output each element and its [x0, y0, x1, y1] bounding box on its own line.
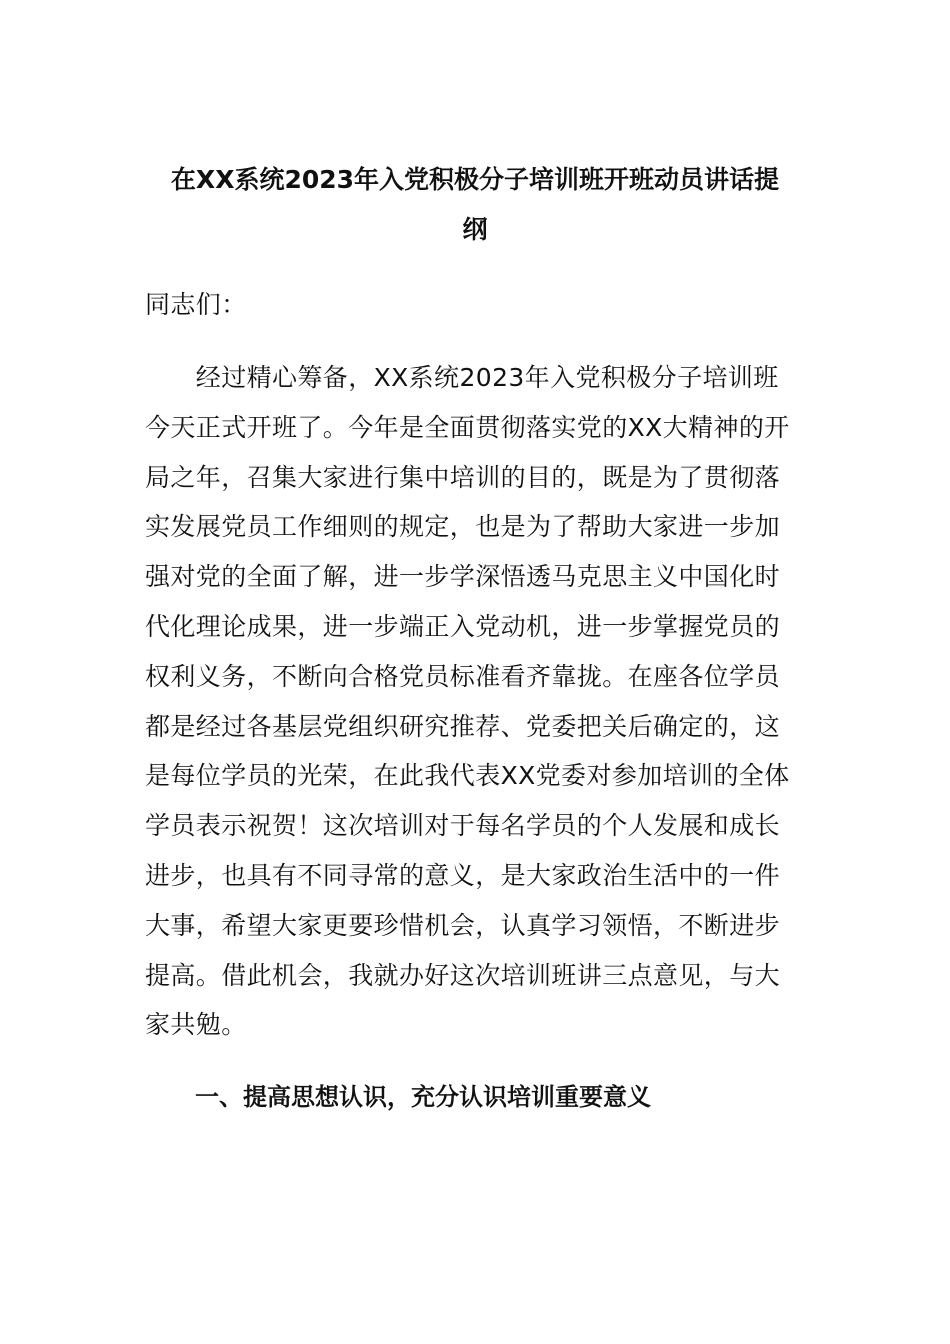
document-title-line-1: 在XX系统2023年入党积极分子培训班开班动员讲话提 [170, 165, 780, 194]
paragraph-line: 提高。借此机会，我就办好这次培训班讲三点意见，与大 [145, 960, 781, 990]
paragraph-line: 家共勉。 [145, 1010, 247, 1040]
paragraph-line: 是每位学员的光荣，在此我代表XX党委对参加培训的全体 [145, 761, 790, 791]
paragraph-line: 学员表示祝贺！这次培训对于每名学员的个人发展和成长 [145, 811, 781, 841]
paragraph-line: 代化理论成果，进一步端正入党动机，进一步掌握党员的 [145, 612, 781, 641]
salutation: 同志们： [145, 290, 247, 319]
paragraph-line: 强对党的全面了解，进一步学深悟透马克思主义中国化时 [145, 562, 781, 592]
paragraph-line: 局之年，召集大家进行集中培训的目的，既是为了贯彻落 [145, 462, 781, 492]
paragraph-line: 都是经过各基层党组织研究推荐、党委把关后确定的，这 [145, 711, 781, 741]
paragraph-line: 经过精心筹备，XX系统2023年入党积极分子培训班 [145, 363, 779, 392]
paragraph-line: 进步，也具有不同寻常的意义，是大家政治生活中的一件 [145, 861, 781, 890]
paragraph-line: 今天正式开班了。今年是全面贯彻落实党的XX大精神的开 [145, 412, 790, 442]
paragraph-line: 权利义务，不断向合格党员标准看齐靠拢。在座各位学员 [145, 661, 781, 691]
paragraph-line: 大事，希望大家更要珍惜机会，认真学习领悟，不断进步 [145, 910, 781, 940]
document-title-line-2: 纲 [462, 215, 488, 244]
paragraph-line: 实发展党员工作细则的规定，也是为了帮助大家进一步加 [145, 512, 781, 542]
section-heading: 一、提高思想认识，充分认识培训重要意义 [195, 1083, 651, 1111]
